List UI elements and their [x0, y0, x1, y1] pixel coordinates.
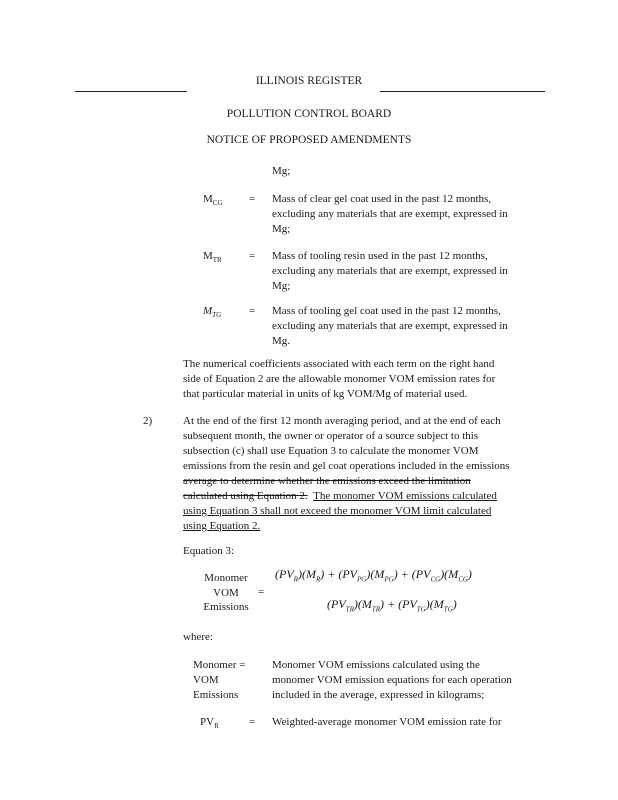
added-text: using Equation 3 shall not exceed the monomer VOM limit calculated: [183, 505, 492, 517]
item-number: 2): [143, 415, 153, 427]
equation-numerator: $(PV_R)(M_R) + (PV_{PG})(M_{PG}) + (PV_{CG})(M_{CG})$: [275, 567, 472, 584]
definition-term: Emissions: [193, 689, 239, 701]
equation-denominator: $(PV_{TR})(M_{TR}) + (PV_{TG})(M_{TG})$: [327, 597, 457, 614]
added-text: The monomer VOM emissions calculated: [313, 490, 497, 502]
equals-sign: =: [249, 193, 256, 205]
definition-line: Mg;: [272, 223, 291, 235]
definition-term: VOM: [193, 674, 219, 686]
equation-lhs-line: Monomer: [204, 572, 248, 584]
definition-line: included in the average, expressed in kilograms;: [272, 689, 485, 701]
symbol-mtr: $M_{TR}$: [203, 250, 222, 265]
item-line: At the end of the first 12 month averaging period, and at the end of each: [183, 415, 501, 427]
equals-sign: =: [249, 250, 256, 262]
equation-lhs-line: Emissions: [203, 601, 249, 613]
board-title: POLLUTION CONTROL BOARD: [226, 108, 392, 120]
item-line: subsequent month, the owner or operator of a source subject to this: [183, 430, 479, 442]
definition-term: Monomer =: [193, 659, 246, 671]
definition-line: monomer VOM emission equations for each operation: [272, 674, 512, 686]
item-line: emissions from the resin and gel coat operations included in the emissions: [183, 460, 510, 472]
header-rule-right: [380, 91, 545, 92]
item-line-mixed: [183, 490, 497, 502]
definition-line: Mass of clear gel coat used in the past 12 months,: [272, 193, 492, 205]
definition-line: Monomer VOM emissions calculated using the: [272, 659, 480, 671]
added-text: using Equation 2.: [183, 520, 261, 532]
register-title: ILLINOIS REGISTER: [255, 75, 363, 87]
deleted-text: calculated using Equation 2.: [183, 490, 308, 502]
definition-line: Mg.: [272, 335, 291, 347]
item-line: subsection (c) shall use Equation 3 to calculate the monomer VOM: [183, 445, 479, 457]
paragraph-line: The numerical coefficients associated with each term on the right hand: [183, 358, 495, 370]
definition-line: excluding any materials that are exempt, expressed in: [272, 320, 508, 332]
definition-line: Mass of tooling resin used in the past 12 months,: [272, 250, 488, 262]
equation-label: Equation 3:: [183, 545, 235, 557]
where-label: where:: [183, 631, 213, 643]
equals-sign: =: [249, 716, 256, 728]
definition-line: Mg;: [272, 280, 291, 292]
equals-sign: =: [249, 305, 256, 317]
definition-line: Mass of tooling gel coat used in the past 12 months,: [272, 305, 501, 317]
deleted-text: average to determine whether the emissions exceed the limitation: [183, 475, 471, 487]
symbol-mcg: $M_{CG}$: [203, 193, 223, 208]
equation-lhs-line: VOM: [213, 587, 239, 599]
symbol-mtg: $M_{TG}$: [203, 305, 222, 320]
definition-line: excluding any materials that are exempt, expressed in: [272, 208, 508, 220]
paragraph-line: side of Equation 2 are the allowable monomer VOM emission rates for: [183, 373, 496, 385]
definition-line: Weighted-average monomer VOM emission rate for: [272, 716, 502, 728]
definition-line: excluding any materials that are exempt, expressed in: [272, 265, 508, 277]
symbol-pvr: $PV_R$: [200, 716, 219, 731]
header-rule-left: [75, 91, 187, 92]
paragraph-line: that particular material in units of kg VOM/Mg of material used.: [183, 388, 468, 400]
equals-sign: =: [258, 586, 265, 598]
notice-title: NOTICE OF PROPOSED AMENDMENTS: [206, 134, 412, 146]
continued-unit: Mg;: [272, 165, 291, 177]
